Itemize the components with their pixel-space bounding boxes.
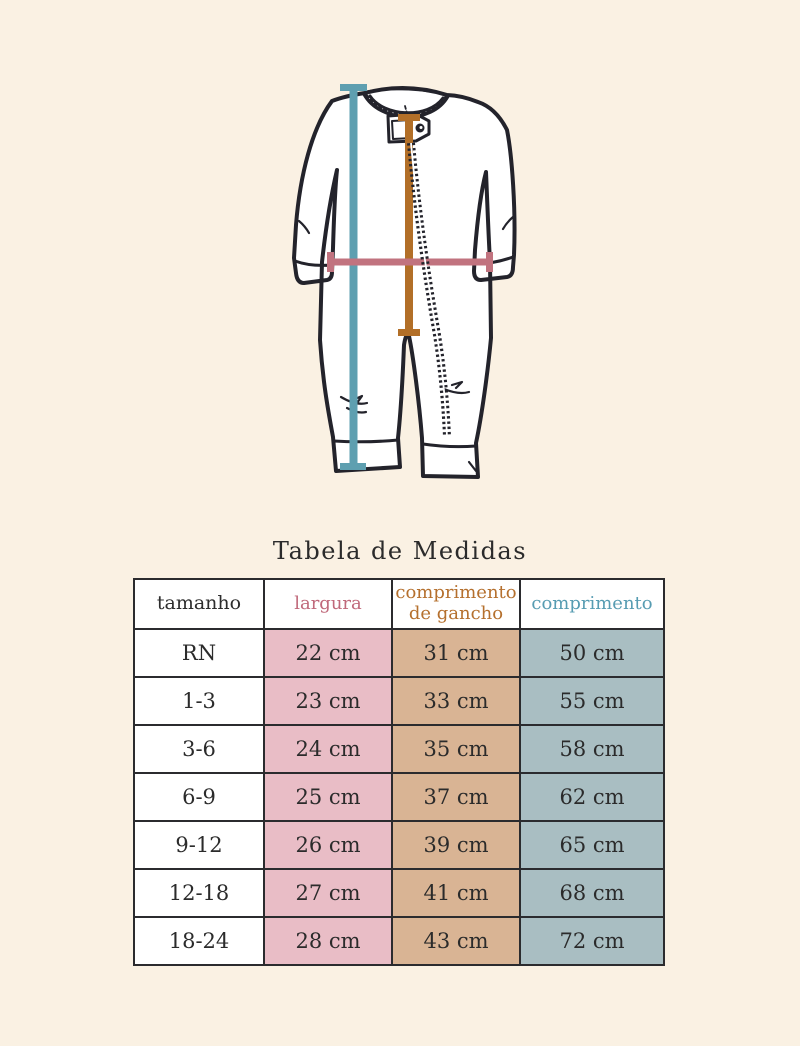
cell-gancho: 35 cm: [392, 725, 520, 773]
cell-comprimento: 62 cm: [520, 773, 664, 821]
left-leg-cuff-line: [334, 440, 398, 442]
cell-gancho: 33 cm: [392, 677, 520, 725]
cell-comprimento: 55 cm: [520, 677, 664, 725]
cell-gancho: 37 cm: [392, 773, 520, 821]
cell-tamanho: 1-3: [134, 677, 264, 725]
cell-largura: 23 cm: [264, 677, 392, 725]
table-row: [134, 677, 664, 725]
cell-comprimento: 58 cm: [520, 725, 664, 773]
cell-tamanho: 12-18: [134, 869, 264, 917]
table-row: [134, 821, 664, 869]
cell-gancho: 43 cm: [392, 917, 520, 965]
cell-largura: 27 cm: [264, 869, 392, 917]
cell-largura: 22 cm: [264, 629, 392, 677]
page-title: Tabela de Medidas: [272, 537, 528, 565]
table-row: [134, 773, 664, 821]
cell-comprimento: 50 cm: [520, 629, 664, 677]
table-row: [134, 725, 664, 773]
cell-gancho: 39 cm: [392, 821, 520, 869]
cell-largura: 28 cm: [264, 917, 392, 965]
cell-comprimento: 68 cm: [520, 869, 664, 917]
table-row: [134, 917, 664, 965]
column-header-largura: largura: [264, 579, 392, 629]
cell-tamanho: 18-24: [134, 917, 264, 965]
cell-gancho: 41 cm: [392, 869, 520, 917]
size-table-header: [134, 579, 664, 629]
cell-largura: 25 cm: [264, 773, 392, 821]
table-row: [134, 629, 664, 677]
column-header-tamanho: tamanho: [134, 579, 264, 629]
cell-tamanho: 9-12: [134, 821, 264, 869]
cell-gancho: 31 cm: [392, 629, 520, 677]
cell-tamanho: 6-9: [134, 773, 264, 821]
cell-tamanho: 3-6: [134, 725, 264, 773]
cell-largura: 26 cm: [264, 821, 392, 869]
romper-sketch: [294, 88, 515, 477]
romper-outline: [294, 88, 515, 477]
column-header-comprimento: comprimento: [520, 579, 664, 629]
cell-largura: 24 cm: [264, 725, 392, 773]
table-row: [134, 869, 664, 917]
column-header-gancho: comprimento de gancho: [392, 579, 520, 629]
cell-tamanho: RN: [134, 629, 264, 677]
cell-comprimento: 65 cm: [520, 821, 664, 869]
cell-comprimento: 72 cm: [520, 917, 664, 965]
size-table: [133, 578, 665, 966]
